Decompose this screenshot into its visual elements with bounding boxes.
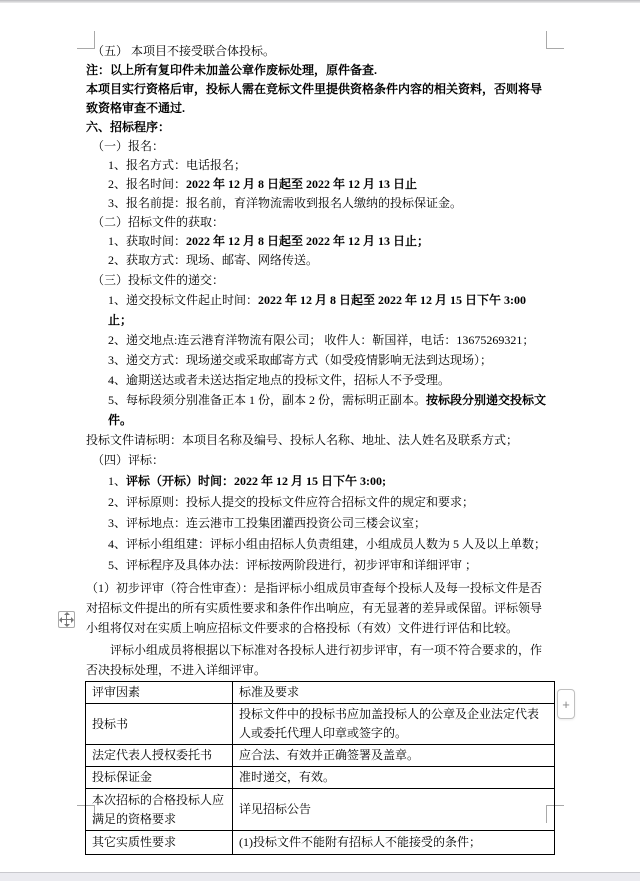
submission-item1: [86, 290, 548, 330]
evaluation-item1-prefix: 1、: [108, 474, 127, 488]
obtain-item1: [86, 232, 548, 251]
submission-item5-normal: 5、每标段须分别准备正本 1 份，副本 2 份，需标明正副本。: [108, 393, 427, 407]
table-cell: 其它实质性要求: [86, 831, 233, 855]
signup-item3: 3、报名前提：报名前，育洋物流需收到报名人缴纳的投标保证金。: [108, 196, 463, 210]
evaluation-item1-time: 评标（开标）时间：2022 年 12 月 15 日下午 3:00;: [126, 474, 387, 488]
move-icon-arrow-right: [71, 617, 74, 623]
evaluation-item2: 2、评标原则：投标人提交的投标文件应符合招标文件的规定和要求；: [108, 495, 475, 509]
signup-item1: 1、报名方式：电话报名；: [108, 158, 247, 172]
obtain-item1-date: 2022 年 12 月 8 日起至 2022 年 12 月 13 日止；: [186, 234, 430, 248]
table-cell: 投标文件中的投标书应加盖投标人的公章及企业法定代表人或委托代理人印章或签字的。: [233, 704, 555, 745]
insert-row-button[interactable]: [557, 689, 575, 719]
table-header-factor: 评审因素: [86, 682, 233, 704]
window-top-edge: [0, 0, 640, 3]
margin-crop-mark-top-right: [546, 31, 564, 49]
preliminary-review-para: （1）初步评审（符合性审查）：是指评标小组成员审查每个投标人及每一投标文件是否对招标文件提出的所有实质性要求和条件作出响应，有无显著的差异或保留。评标领导小组将仅对在实质上响应招标文件要求的合格投标（有效）文件进行评估和比较。: [86, 581, 543, 635]
obtain-item1-label: 1、获取时间：: [108, 234, 187, 248]
table-cell: (1)投标文件不能附有招标人不能接受的条件；: [233, 831, 555, 855]
table-header-row: [86, 682, 555, 704]
table-row: [86, 704, 555, 745]
evaluation-item4: 4、评标小组组建：评标小组由招标人负责组建，小组成员人数为 5 人及以上单数；: [108, 537, 547, 551]
review-criteria-table: [85, 681, 555, 855]
table-cell: 法定代表人授权委托书: [86, 745, 233, 767]
table-cell: 投标保证金: [86, 767, 233, 789]
table-cell: 准时递交，有效。: [233, 767, 555, 789]
submission-item1-label: 1、递交投标文件起止时间：: [108, 293, 259, 307]
table-cell: 应合法、有效并正确签署及盖章。: [233, 745, 555, 767]
submission-item5: [86, 390, 548, 430]
table-move-handle[interactable]: [58, 611, 75, 628]
para-note-qualification: 本项目实行资格后审，投标人需在竞标文件里提供资格条件内容的相关资料，否则将导致资格审查不通过.: [86, 82, 543, 115]
move-icon-arrow-down: [64, 624, 70, 627]
obtain-heading: （二）招标文件的获取：: [92, 215, 225, 229]
criteria-para: 评标小组成员将根据以下标准对各投标人进行初步评审，有一项不符合要求的，作否决投标处理，不进入详细评审。: [86, 643, 543, 677]
table-cell: 详见招标公告: [233, 789, 555, 831]
document-page: [86, 42, 548, 855]
submission-note: 投标文件请标明：本项目名称及编号、投标人名称、地址、法人姓名及联系方式；: [86, 433, 519, 447]
move-icon-arrow-left: [59, 617, 62, 623]
table-header-standard: 标准及要求: [233, 682, 555, 704]
submission-item3: 3、递交方式：现场递交或采取邮寄方式（如受疫情影响无法到达现场）；: [108, 353, 493, 367]
obtain-item2: 2、获取方式：现场、邮寄、网络传送。: [108, 253, 319, 267]
submission-heading: （三）投标文件的递交：: [92, 273, 225, 287]
table-row: [86, 745, 555, 767]
section6-title: 六、招标程序：: [86, 120, 171, 134]
table-row: [86, 831, 555, 855]
para-item5: （五） 本项目不接受联合体投标。: [92, 44, 276, 58]
signup-item2-label: 2、报名时间：: [108, 177, 187, 191]
signup-heading: （一）报名：: [92, 139, 165, 153]
signup-item2: [86, 175, 548, 194]
table-row: [86, 789, 555, 831]
submission-item1-date: 2022 年 12 月 8 日起至 2022 年 12 月 15 日下午 3:00 止；: [108, 293, 527, 327]
evaluation-heading: （四）评标：: [92, 453, 165, 467]
move-icon-arrow-up: [64, 612, 70, 615]
table-cell: 本次招标的合格投标人应满足的资格要求: [86, 789, 233, 831]
submission-item4: 4、逾期送达或者未送达指定地点的投标文件，招标人不予受理。: [108, 373, 451, 387]
para-note-copies: 注：以上所有复印件未加盖公章作废标处理，原件备查.: [86, 63, 378, 77]
submission-item5-bold: 按标段分别递交投标文件。: [108, 393, 547, 427]
signup-item2-date: 2022 年 12 月 8 日起至 2022 年 12 月 13 日止: [186, 177, 418, 191]
submission-item2: 2、递交地点:连云港育洋物流有限公司； 收件人：靳国祥，电话：13675269321；: [108, 333, 535, 347]
evaluation-item5: 5、评标程序及具体办法：评标按两阶段进行，初步评审和详细评审 ；: [108, 558, 478, 572]
table-row: [86, 767, 555, 789]
evaluation-item1: [86, 471, 548, 492]
plus-icon: +: [562, 696, 570, 712]
table-cell: 投标书: [86, 704, 233, 745]
evaluation-item3: 3、评标地点：连云港市工投集团灌西投资公司三楼会议室；: [108, 516, 427, 530]
